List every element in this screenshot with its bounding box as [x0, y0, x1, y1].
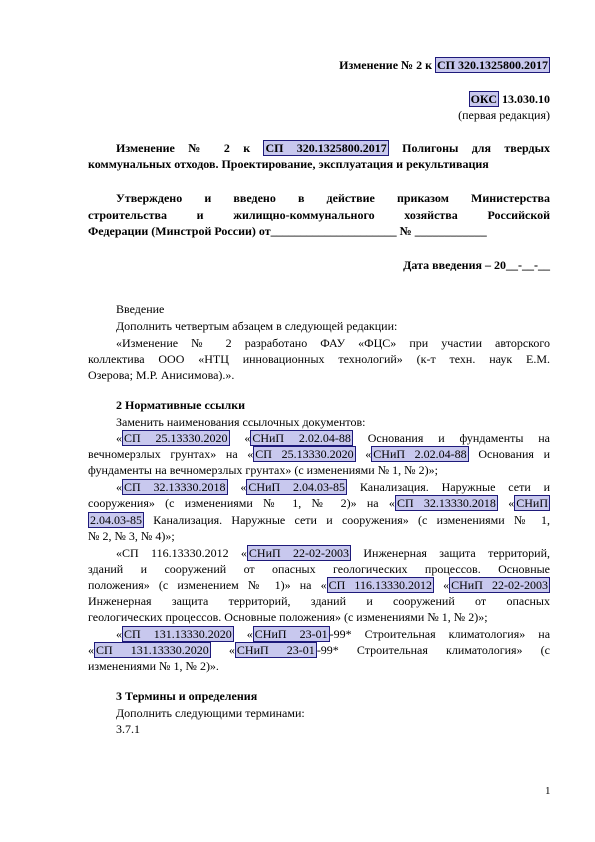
ref-4-line-2: « СП 131.13330.2020 « СНиП 23-01 -99* Строительная климатология» (с	[88, 643, 551, 657]
approval-line-1: Утверждено и введено в действие приказом Министерства	[116, 191, 550, 205]
change-header: Изменение № 2 к СП 320.1325800.2017	[339, 58, 548, 72]
doc-link[interactable]: СП 25.13330.2020	[255, 447, 354, 461]
ref-1-line-2: вечномерзлых грунтах» на « СП 25.13330.2020 « СНиП 2.02.04-88 Основания и	[88, 447, 551, 461]
intro-line-3: коллектива ООО «НТЦ инновационных технологий» (к-т техн. наук Е.М.	[88, 352, 550, 366]
doc-link[interactable]: СНиП 22-02-2003	[248, 546, 350, 560]
date-of-introduction: Дата введения – 20__-__-__	[403, 258, 550, 272]
oks-link[interactable]: ОКС	[470, 92, 497, 106]
approval-line-2: строительства и жилищно-коммунального хозяйства Российской	[88, 208, 550, 222]
doc-link[interactable]: СП 32.13330.2018	[396, 496, 496, 510]
doc-link[interactable]: СНиП 2.02.04-88	[373, 447, 467, 461]
doc-link[interactable]: СП 131.13330.2020	[96, 643, 209, 657]
ref-3-line-1: «СП 116.13330.2012 « СНиП 22-02-2003 Инженерная защита территорий,	[116, 546, 551, 560]
ref-2-line-4: № 2, № 3, № 4)»;	[88, 529, 175, 543]
ref-2-line-2: сооружения» (с изменениями № 1, № 2)» на « СП 32.13330.2018 « СНиП	[88, 496, 548, 510]
document-title-line-2: коммунальных отходов. Проектирование, эксплуатация и рекультивация	[88, 157, 489, 171]
doc-link[interactable]: СНиП 2.04.03-85	[248, 480, 346, 494]
term-item: 3.7.1	[116, 722, 140, 736]
ref-4-line-3: изменениями № 1, № 2)».	[88, 659, 219, 673]
section-3-lead: Дополнить следующими терминами:	[116, 706, 305, 720]
doc-link[interactable]: СНиП	[516, 496, 548, 510]
doc-link-sp320[interactable]: СП 320.1325800.2017	[437, 58, 548, 72]
ref-1-line-3: фундаменты на вечномерзлых грунтах» (с изменениями № 1, № 2)»;	[88, 463, 438, 477]
edition-note: (первая редакция)	[458, 108, 550, 122]
doc-link[interactable]: СНиП 23-01	[236, 643, 315, 657]
ref-1-line-1: « СП 25.13330.2020 « СНиП 2.02.04-88 Основания и фундаменты на	[116, 431, 550, 445]
doc-link[interactable]: СНиП 22-02-2003	[451, 578, 549, 592]
doc-link[interactable]: СП 116.13330.2012	[328, 578, 432, 592]
ref-2-line-1: « СП 32.13330.2018 « СНиП 2.04.03-85 Канализация. Наружные сети и	[116, 480, 551, 494]
section-2-heading: 2 Нормативные ссылки	[116, 398, 246, 412]
doc-link[interactable]: 2.04.03-85	[90, 513, 142, 527]
document-title-line-1: Изменение № 2 к СП 320.1325800.2017 Полигоны для твердых	[116, 141, 550, 155]
ref-3-line-4: Инженерная защита территорий, зданий и сооружений от опасных	[88, 594, 550, 608]
section-2-lead: Заменить наименования ссылочных документов:	[116, 415, 366, 429]
page-number: 1	[545, 785, 551, 797]
intro-line-4: Озерова; М.Р. Анисимова).».	[88, 368, 235, 382]
section-3-heading: 3 Термины и определения	[116, 689, 258, 703]
ref-3-line-2: зданий и сооружений от опасных геологических процессов. Основные	[88, 562, 550, 576]
intro-line-1: Дополнить четвертым абзацем в следующей редакции:	[116, 319, 398, 333]
doc-link[interactable]: СП 131.13330.2020	[124, 627, 232, 641]
intro-heading: Введение	[116, 302, 165, 316]
doc-link-sp320-title[interactable]: СП 320.1325800.2017	[265, 141, 387, 155]
approval-line-3: Федерации (Минстрой России) от_____________________ № ____________	[88, 224, 487, 238]
doc-link[interactable]: СНиП 23-01	[254, 627, 328, 641]
ref-3-line-3: положения» (с изменением № 1)» на « СП 116.13330.2012 « СНиП 22-02-2003	[88, 578, 549, 592]
intro-line-2: «Изменение № 2 разработано ФАУ «ФЦС» при участии авторского	[116, 336, 550, 350]
ref-3-line-5: геологических процессов. Основные положения» (с изменениями № 1, № 2)»;	[88, 610, 488, 624]
ref-4-line-1: « СП 131.13330.2020 « СНиП 23-01 -99* Строительная климатология» на	[116, 627, 551, 641]
ref-2-line-3: 2.04.03-85 Канализация. Наружные сети и сооружения» (с изменениями № 1,	[90, 513, 550, 527]
doc-link[interactable]: СП 32.13330.2018	[124, 480, 226, 494]
doc-link[interactable]: СНиП 2.02.04-88	[252, 431, 351, 445]
oks-code: ОКС 13.030.10	[470, 92, 550, 106]
doc-link[interactable]: СП 25.13330.2020	[124, 431, 228, 445]
